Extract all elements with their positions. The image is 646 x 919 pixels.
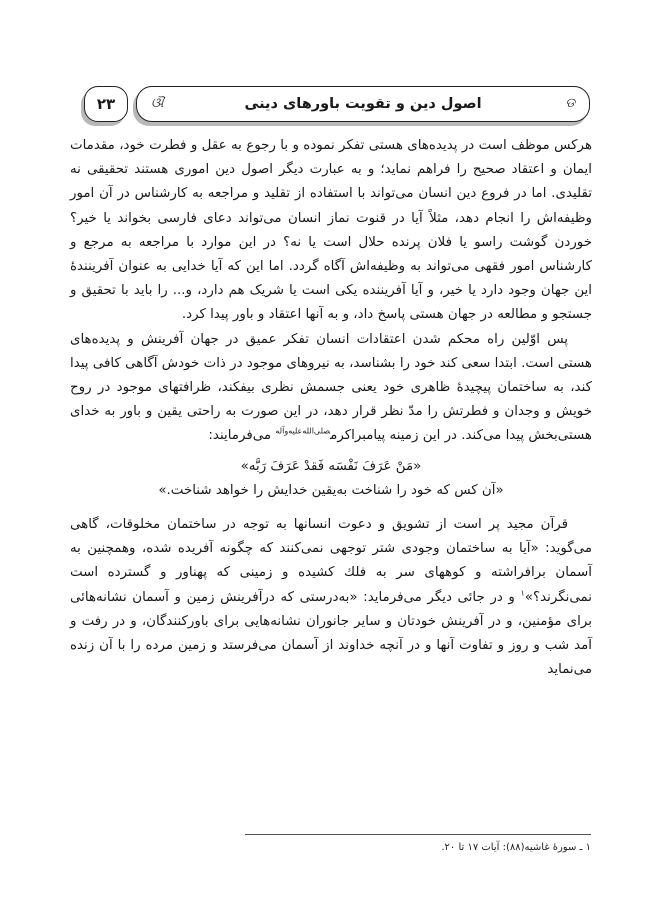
hadith-arabic: «مَنْ عَرَفَ نَفْسَه فَقدْ عَرَفَ رَبَّه» — [240, 458, 422, 474]
paragraph-3-text: قرآن مجید پر است از تشویق و دعوت انسانها به توجه در ساختمان مخلوقات، گاهی می‌گوید: «آیا به ساختمان وجودی شتر توجهی نمی‌کنند که چگونه آفریده شده، وهمچنین به آسمان برافراشته و کوههای سر به فلك کشیده و زمینی که پهناور و گسترده است نمی‌نگرند؟» — [70, 517, 592, 605]
paragraph-3-text-end: و در جائی دیگر می‌فرماید: «به‌درستی که درآفرینش زمین و آسمان نشانه‌هائی برای مؤمنین، و در آفرینش خودتان و سایر جانوران نشانه‌هایی برای باورکنندگان، و در رفت و آمد شب و روز و تفاوت آنها و در آنچه خداوند از آسمان می‌فرستد و زمین مرده را با آن زنده می‌نماید — [70, 589, 592, 678]
page-number-badge — [84, 86, 128, 122]
footnote-divider — [245, 834, 591, 835]
running-header — [84, 86, 590, 122]
page-number: ۲۳ — [96, 95, 116, 113]
paragraph-2 — [70, 328, 592, 449]
paragraph-2-text: پس اوّلین راه محکم شدن اعتقادات انسان تفکر عمیق در جهان آفرینش و پدیده‌های هستی است. ابتدا سعی کند خود را بشناسد، به نیروهای موجود در ذات خودش آگاهی کافی پیدا کند، به ساختمان پیچیدهٔ ظاهری خود یعنی جسمش نظری بیفکند، ظرافتهای موجود در روح خویش و وجدان و فطرتش را مدّ نظر قرار دهد، در این صورت به راحتی یقین و باور به خدای هستی‌بخش پیدا می‌کند. در این زمینه پیامبراکرم — [70, 331, 592, 444]
paragraph-2-text-end: می‌فرمایند: — [208, 428, 276, 444]
paragraph-3 — [70, 513, 592, 682]
main-text — [70, 134, 592, 682]
ornament-right-icon: ଡ — [565, 96, 575, 111]
honorific-symbol-icon: صلی‌الله‌علیه‌وآله — [275, 426, 331, 436]
ornament-left-icon: ଔ — [151, 96, 164, 111]
hadith-translation: «آن کس که خود را شناخت به‌یقین خدایش را خواهد شناخت.» — [158, 482, 504, 498]
header-title: اصول دین و تقویت باورهای دینی — [244, 96, 482, 112]
paragraph-1: هرکس موظف است در پدیده‌های هستی تفکر نموده و با رجوع به عقل و فطرت خود، مقدمات ایمان و اعتقاد صحیح را فراهم نماید؛ و به عبارت دیگر اصول دین اموری هستند تحقیقی نه تقلیدی. اما در فروع دین انسان می‌تواند با استفاده از تقلید و مراجعه به کارشناس در آن امور وظیفه‌اش را انجام دهد، مثلاً آیا در قنوت نماز انسان می‌تواند دعای فارسی بخواند یا خیر؟ خوردن گوشت راسو یا فلان پرنده حلال است یا نه؟ در این موارد با مراجعه به مرجع و کارشناس امور فقهی می‌تواند به وظیفه‌اش آگاه گردد. اما این که آیا خدایی به عنوان آفرینندهٔ این جهان وجود دارد یا خیر، و آیا آفریننده یکی است یا شریک هم دارد، و... را باید با تحقیق و جستجو و مطالعه در جهان هستی پاسخ داد، و به آنها اعتقاد و باور پیدا کرد. — [70, 138, 592, 323]
footnote-1: ۱ ـ سورهٔ غاشیه(۸۸): آیات ۱۷ تا ۲۰. — [441, 842, 591, 853]
footnote-reference[interactable]: ۱ — [520, 588, 525, 598]
header-title-box — [136, 86, 590, 122]
